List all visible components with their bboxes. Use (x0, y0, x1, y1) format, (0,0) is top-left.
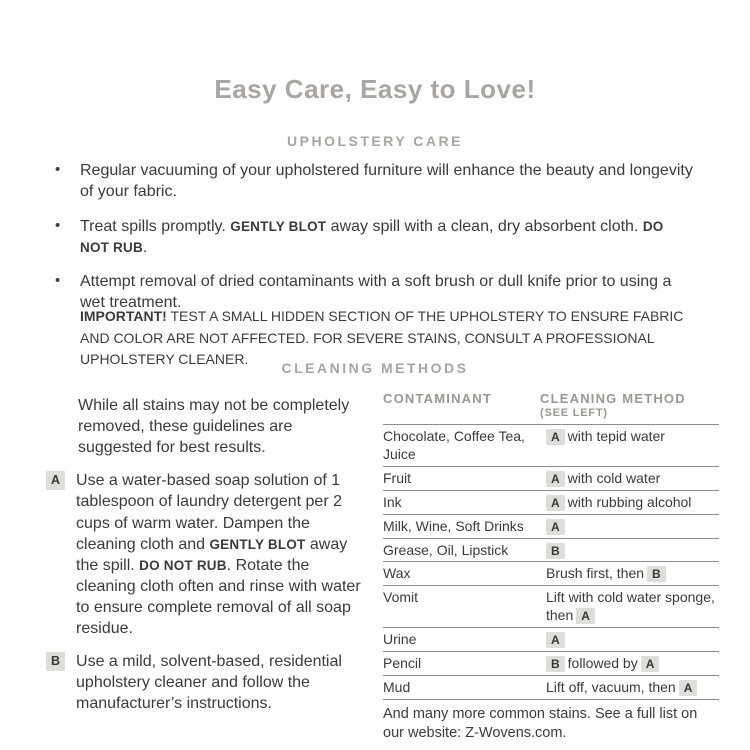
method-text-bold: GENTLY BLOT (209, 536, 306, 552)
contaminant-cell: Fruit (383, 469, 411, 486)
upholstery-care-heading: UPHOLSTERY CARE (287, 133, 463, 149)
bullet-icon: • (55, 161, 61, 178)
contaminant-cell: Urine (383, 631, 417, 648)
table-row (383, 491, 719, 515)
method-a-badge: A (46, 471, 65, 490)
method-badge: B (647, 566, 666, 582)
contaminant-cell: Mud (383, 678, 411, 695)
method-a-text (76, 470, 364, 639)
method-badge: A (576, 608, 595, 624)
method-text-bold: DO NOT RUB (139, 557, 227, 573)
table-row (383, 467, 719, 491)
table-row (383, 539, 719, 563)
method-badge: A (546, 519, 565, 535)
bullet-text-bold: GENTLY BLOT (230, 218, 327, 234)
method-text-segment: Use a mild, solvent-based, residential upholstery cleaner and follow the manufacturer’s instructions. (76, 653, 342, 713)
bullet-item (46, 216, 694, 259)
method-b-badge: B (46, 652, 65, 671)
table-row (383, 676, 719, 700)
cleaning-method-column-header (540, 391, 719, 419)
method-badge: A (546, 632, 565, 648)
important-text: TEST A SMALL HIDDEN SECTION OF THE UPHOLSTERY TO ENSURE FABRIC AND COLOR ARE NOT AFFECTED. FOR SEVERE STAINS, CONSULT A PROFESSIONAL UPHOLSTERY CLEANER. (80, 308, 684, 368)
cleaning-method-header-sub: (SEE LEFT) (540, 407, 608, 419)
method-cell: Brush first, then B (546, 565, 719, 583)
bullet-text: away spill with a clean, dry absorbent cloth. (326, 217, 643, 235)
contaminant-column-header: CONTAMINANT (383, 391, 492, 406)
method-cell (546, 518, 719, 536)
bullet-text-bold: DO NOT RUB (80, 218, 664, 255)
cleaning-methods-column (46, 395, 364, 727)
upholstery-bullet-list (46, 160, 694, 327)
method-cell: B followed by A (546, 655, 719, 673)
method-badge: A (641, 656, 660, 672)
bullet-text: Treat spills promptly. (80, 217, 231, 235)
method-cell (546, 542, 719, 560)
method-b-text (76, 651, 364, 714)
bullet-text: Attempt removal of dried contaminants with a soft brush or dull knife prior to using a wet treatment. (80, 273, 672, 312)
contaminant-cell: Milk, Wine, Soft Drinks (383, 517, 524, 534)
table-row (383, 652, 719, 676)
method-cell: A with rubbing alcohol (546, 494, 719, 512)
page-title: Easy Care, Easy to Love! (214, 74, 536, 104)
method-badge: A (679, 680, 698, 696)
contaminant-cell: Vomit (383, 589, 419, 606)
method-cell: Lift with cold water sponge, then A (546, 589, 715, 624)
method-badge: B (546, 543, 565, 559)
cleaning-methods-heading: CLEANING METHODS (281, 360, 469, 376)
table-footnote: And many more common stains. See a full list on our website: Z-Wovens.com. (383, 700, 719, 750)
method-badge: A (546, 429, 565, 445)
method-badge: A (546, 471, 565, 487)
contaminant-cell: Chocolate, Coffee Tea, Juice (383, 428, 525, 462)
contaminant-cell: Wax (383, 565, 411, 582)
contaminant-cell: Ink (383, 493, 402, 510)
method-item-a (46, 470, 364, 639)
bullet-text: Regular vacuuming of your upholstered furniture will enhance the beauty and longevity of your fabric. (80, 162, 693, 201)
method-cell: A with tepid water (546, 428, 719, 464)
important-lead: IMPORTANT! (80, 308, 167, 324)
method-cell: A with cold water (546, 470, 719, 488)
method-text-segment: . Rotate the cleaning cloth often and rinse with water to ensure complete removal of all soap residue. (76, 556, 361, 638)
stain-table (383, 391, 719, 750)
table-row (383, 425, 719, 467)
bullet-icon: • (55, 272, 61, 290)
table-row (383, 562, 719, 586)
table-row (383, 515, 719, 539)
cleaning-method-header-text: CLEANING METHOD (540, 391, 686, 406)
method-cell (546, 631, 719, 649)
table-row (383, 586, 719, 628)
stain-table-header (383, 391, 719, 425)
contaminant-cell: Pencil (383, 655, 422, 672)
bullet-item (46, 160, 694, 203)
method-badge: B (546, 656, 565, 672)
bullet-icon: • (55, 216, 61, 234)
cleaning-intro: While all stains may not be completely removed, these guidelines are suggested for best results. (78, 397, 350, 457)
method-cell: Lift off, vacuum, then A (546, 679, 719, 697)
table-row (383, 628, 719, 652)
contaminant-cell: Grease, Oil, Lipstick (383, 541, 509, 558)
bullet-text: . (142, 238, 148, 256)
method-text-segment: away the spill. (76, 535, 348, 574)
method-badge: A (546, 495, 565, 511)
method-text-segment: Use a water-based soap solution of 1 tablespoon of laundry detergent per 2 cups of warm water. Dampen the cleaning cloth and (76, 472, 342, 553)
method-item-b (46, 651, 364, 714)
